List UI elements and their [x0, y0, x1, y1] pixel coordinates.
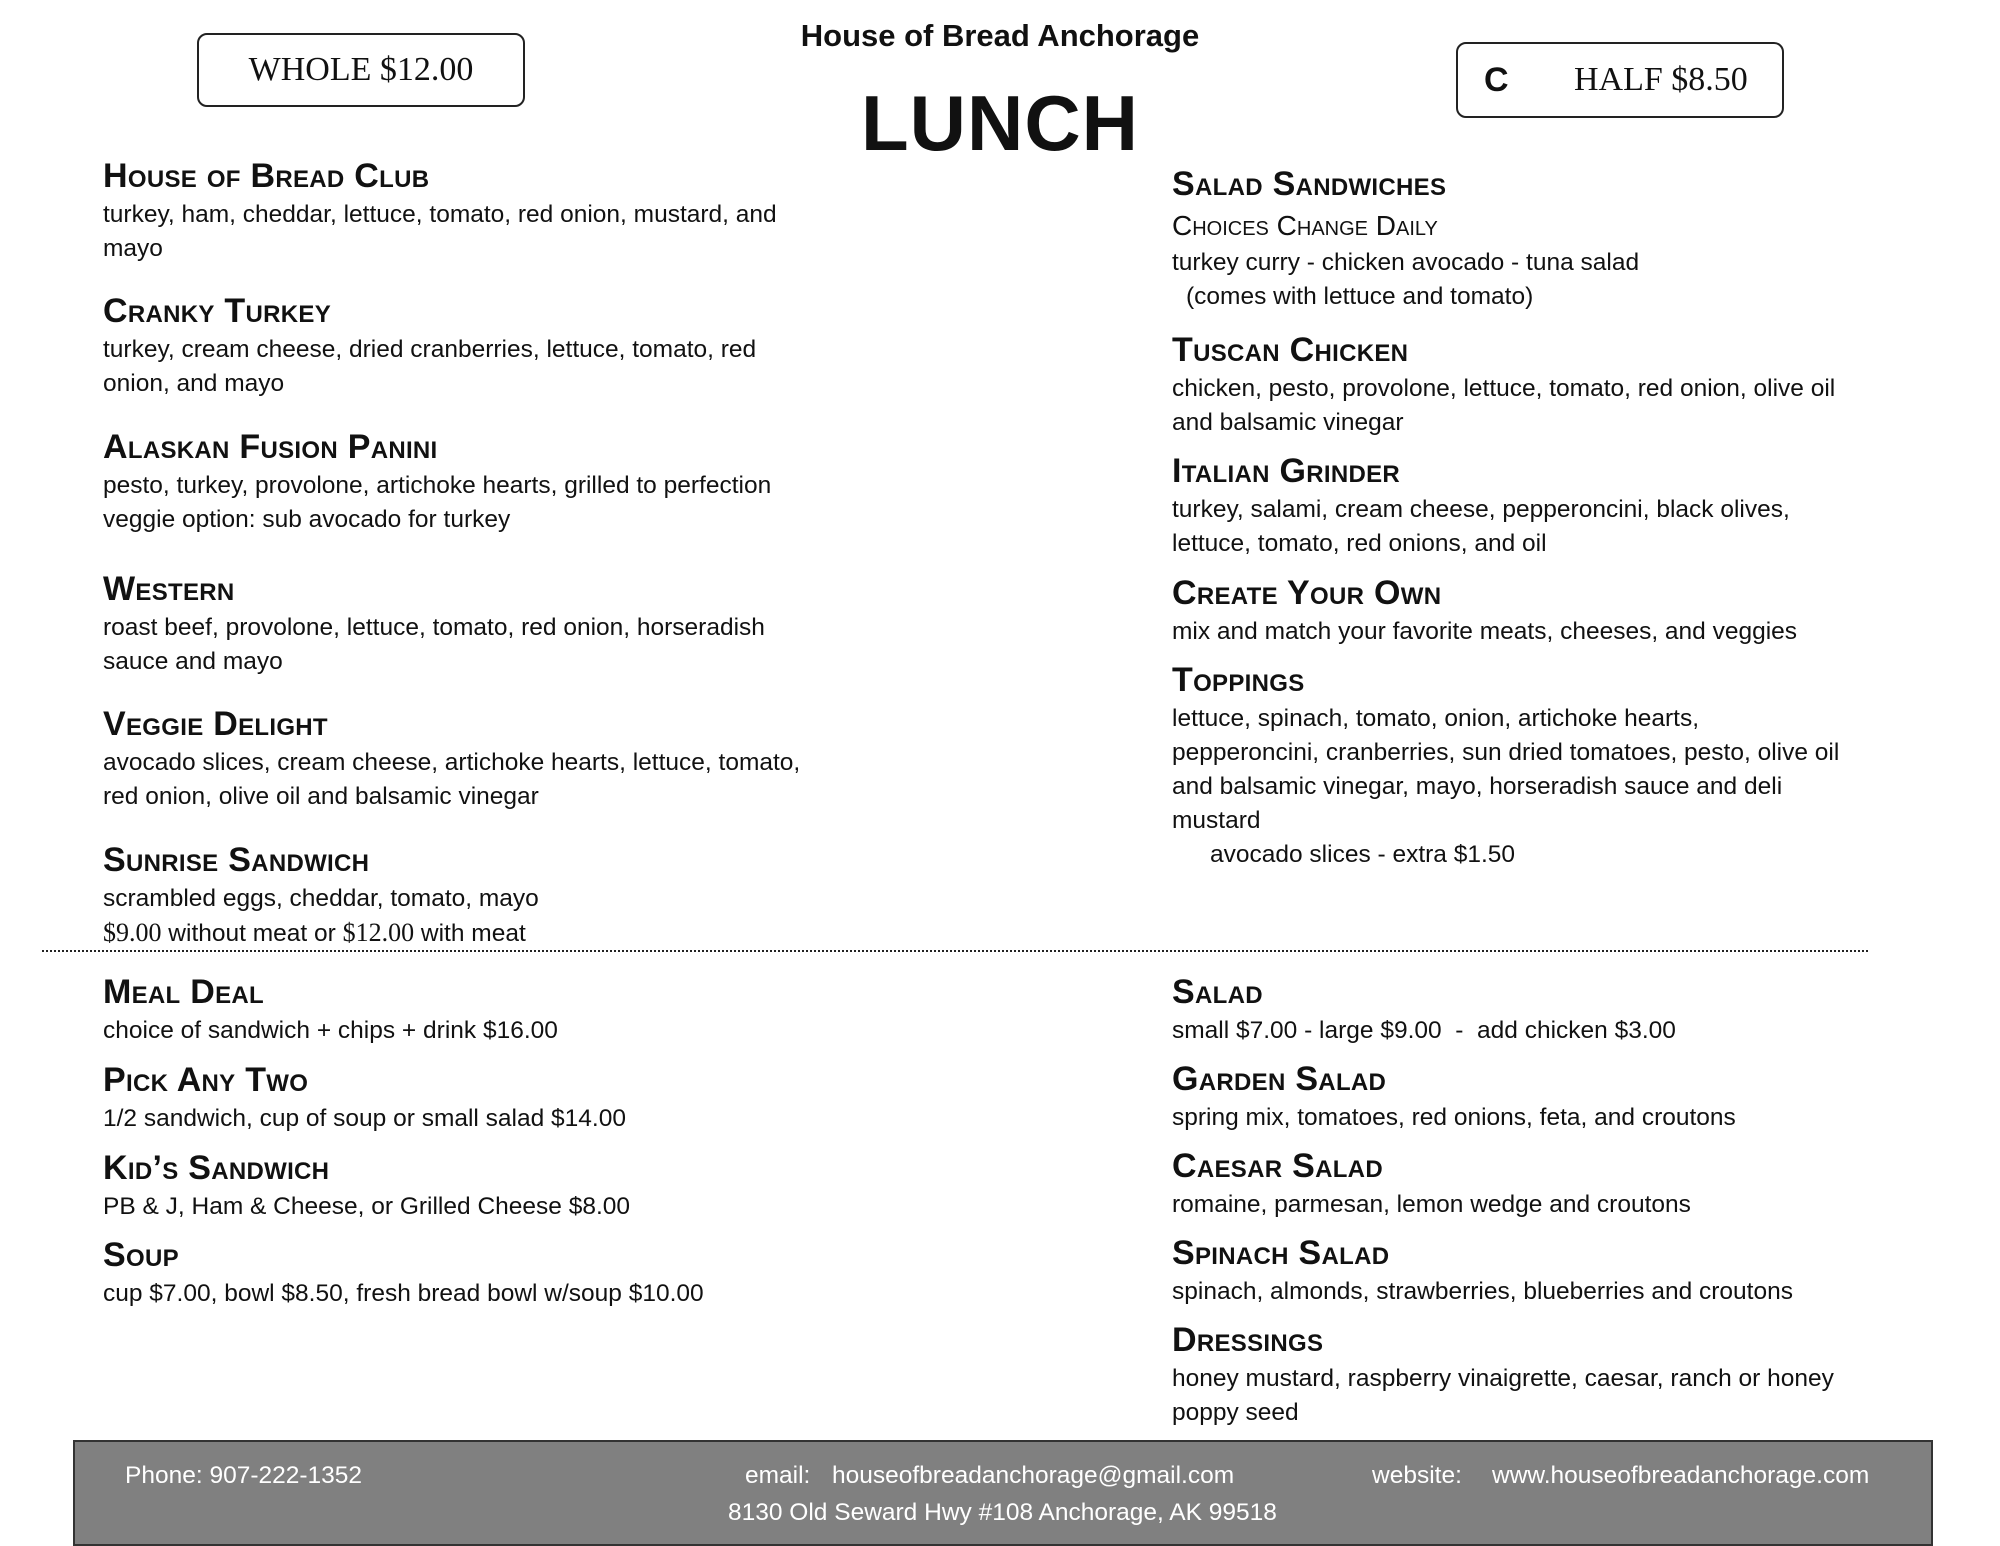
- restaurant-name: House of Bread Anchorage: [800, 18, 1200, 53]
- item-title: Salad: [1172, 973, 1263, 1011]
- item-description: avocado slices - extra $1.50: [1210, 841, 1516, 868]
- item-description: spinach, almonds, strawberries, blueberries and croutons: [1172, 1278, 1793, 1305]
- item-price-line: [103, 916, 863, 951]
- item-description: mix and match your favorite meats, cheeses, and veggies: [1172, 618, 1798, 645]
- item-title: Soup: [103, 1236, 179, 1274]
- item-description: turkey curry - chicken avocado - tuna salad: [1172, 249, 1640, 276]
- website-link[interactable]: www.houseofbreadanchorage.com: [1492, 1462, 1870, 1489]
- price: $12.00: [342, 918, 415, 947]
- price-text: without meat or: [161, 920, 343, 947]
- item-description: turkey, cream cheese, dried cranberries, lettuce, tomato, red: [103, 336, 757, 363]
- menu-item: [1172, 658, 1932, 872]
- item-title: Pick Any Two: [103, 1061, 309, 1099]
- menu-item: [1172, 1057, 1932, 1135]
- menu-item: [1172, 970, 1932, 1048]
- menu-item: [103, 838, 863, 951]
- menu-item: [1172, 571, 1932, 649]
- menu-item: [103, 1058, 863, 1136]
- item-title: Caesar Salad: [1172, 1147, 1383, 1185]
- item-title: Tuscan Chicken: [1172, 331, 1409, 369]
- item-title: Sunrise Sandwich: [103, 841, 370, 879]
- item-description: pesto, turkey, provolone, artichoke hearts, grilled to perfection: [103, 472, 772, 499]
- item-title: Spinach Salad: [1172, 1234, 1390, 1272]
- item-title: Dressings: [1172, 1321, 1324, 1359]
- item-description: and balsamic vinegar: [1172, 409, 1404, 436]
- email-link[interactable]: houseofbreadanchorage@gmail.com: [832, 1462, 1235, 1489]
- item-description: sauce and mayo: [103, 648, 283, 675]
- item-description: lettuce, tomato, red onions, and oil: [1172, 530, 1547, 557]
- item-title: Garden Salad: [1172, 1060, 1387, 1098]
- item-description: cup $7.00, bowl $8.50, fresh bread bowl w/soup $10.00: [103, 1280, 704, 1307]
- menu-item: [103, 1233, 863, 1311]
- item-description: chicken, pesto, provolone, lettuce, tomato, red onion, olive oil: [1172, 375, 1836, 402]
- menu-title: LUNCH: [861, 79, 1139, 167]
- item-title: House of Bread Club: [103, 157, 430, 195]
- item-title: Toppings: [1172, 661, 1305, 699]
- item-title: Italian Grinder: [1172, 452, 1401, 490]
- section-divider: [42, 950, 1868, 952]
- item-title: Meal Deal: [103, 973, 265, 1011]
- item-description: mustard: [1172, 807, 1261, 834]
- address: 8130 Old Seward Hwy #108 Anchorage, AK 99518: [728, 1499, 1277, 1526]
- item-title: Kid’s Sandwich: [103, 1149, 330, 1187]
- item-description: choice of sandwich + chips + drink $16.00: [103, 1017, 558, 1044]
- item-description: honey mustard, raspberry vinaigrette, caesar, ranch or honey: [1172, 1365, 1834, 1392]
- contact-footer: [73, 1440, 1933, 1546]
- half-price-letter: C: [1484, 60, 1509, 99]
- item-description: and balsamic vinegar, mayo, horseradish sauce and deli: [1172, 773, 1783, 800]
- whole-price: WHOLE $12.00: [248, 51, 474, 88]
- menu-item: [103, 970, 863, 1048]
- item-title: Alaskan Fusion Panini: [103, 428, 438, 466]
- menu-item: [103, 1146, 863, 1224]
- menu-item: [103, 702, 863, 814]
- item-description: poppy seed: [1172, 1399, 1299, 1426]
- menu-item: [103, 567, 863, 679]
- item-title: Veggie Delight: [103, 705, 328, 743]
- menu-item: [103, 154, 863, 266]
- menu-item: [103, 425, 863, 537]
- item-description: PB & J, Ham & Cheese, or Grilled Cheese $8.00: [103, 1193, 631, 1220]
- email-label: email:: [745, 1462, 811, 1489]
- item-description: onion, and mayo: [103, 370, 285, 397]
- half-price: HALF $8.50: [1574, 61, 1748, 98]
- menu-item: [1172, 328, 1932, 440]
- price-text: with meat: [414, 920, 526, 947]
- item-description: pepperoncini, cranberries, sun dried tomatoes, pesto, olive oil: [1172, 739, 1840, 766]
- item-title: Create Your Own: [1172, 574, 1442, 612]
- price: $9.00: [103, 918, 162, 947]
- menu-item: [1172, 449, 1932, 561]
- item-description: roast beef, provolone, lettuce, tomato, red onion, horseradish: [103, 614, 765, 641]
- menu-item: [1172, 162, 1932, 314]
- item-description: veggie option: sub avocado for turkey: [103, 506, 511, 533]
- item-description: 1/2 sandwich, cup of soup or small salad $14.00: [103, 1105, 626, 1132]
- item-description: lettuce, spinach, tomato, onion, artichoke hearts,: [1172, 705, 1700, 732]
- item-description: mayo: [103, 235, 163, 262]
- item-description: turkey, ham, cheddar, lettuce, tomato, red onion, mustard, and: [103, 201, 777, 228]
- item-description: red onion, olive oil and balsamic vinegar: [103, 783, 539, 810]
- item-description: avocado slices, cream cheese, artichoke hearts, lettuce, tomato,: [103, 749, 801, 776]
- item-description: turkey, salami, cream cheese, pepperoncini, black olives,: [1172, 496, 1790, 523]
- item-title: Cranky Turkey: [103, 292, 332, 330]
- item-description: romaine, parmesan, lemon wedge and croutons: [1172, 1191, 1691, 1218]
- item-description: scrambled eggs, cheddar, tomato, mayo: [103, 885, 539, 912]
- menu-item: [1172, 1231, 1932, 1309]
- phone-number: Phone: 907-222-1352: [125, 1462, 363, 1489]
- item-description: small $7.00 - large $9.00 - add chicken $3.00: [1172, 1017, 1676, 1044]
- item-description: (comes with lettuce and tomato): [1186, 283, 1534, 310]
- website-label: website:: [1372, 1462, 1462, 1489]
- menu-item: [1172, 1318, 1932, 1430]
- item-subtitle: Choices Change Daily: [1172, 210, 1438, 241]
- item-title: Salad Sandwiches: [1172, 165, 1447, 203]
- menu-item: [1172, 1144, 1932, 1222]
- item-description: spring mix, tomatoes, red onions, feta, and croutons: [1172, 1104, 1736, 1131]
- item-title: Western: [103, 570, 235, 608]
- menu-item: [103, 289, 863, 401]
